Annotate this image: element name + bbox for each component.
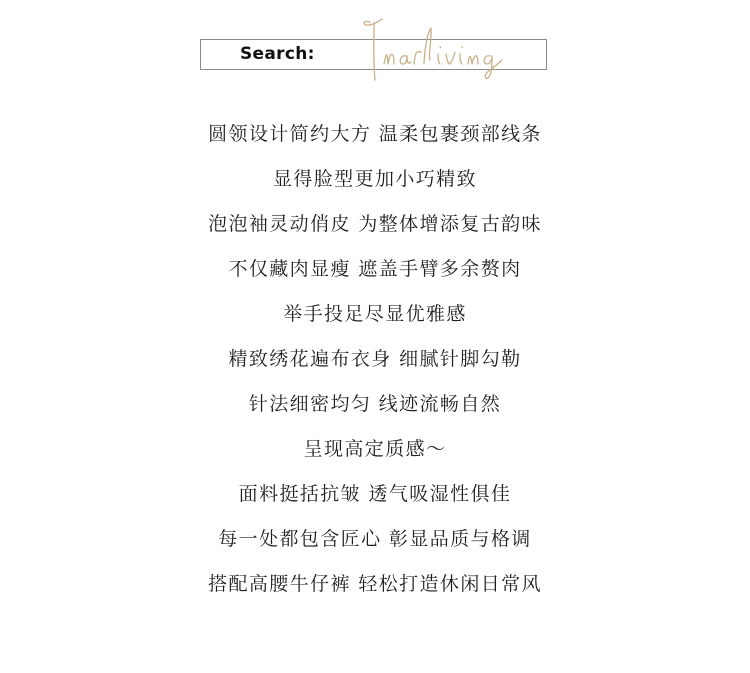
description-line: 显得脸型更加小巧精致 [272,168,477,190]
product-description [0,119,750,614]
description-line: 面料挺括抗皱 透气吸湿性俱佳 [238,483,512,505]
description-line: 呈现高定质感～ [303,438,447,460]
description-line: 圆领设计简约大方 温柔包裹颈部线条 [208,123,542,145]
description-line: 针法细密均匀 线迹流畅自然 [248,393,502,415]
description-line: 泡泡袖灵动俏皮 为整体增添复古韵味 [208,213,542,235]
description-line: 搭配高腰牛仔裤 轻松打造休闲日常风 [208,573,542,595]
description-line: 精致绣花遍布衣身 细腻针脚勾勒 [228,348,522,370]
search-label: Search: [240,44,315,64]
description-line: 不仅藏肉显瘦 遮盖手臂多余赘肉 [228,258,522,280]
description-line: 每一处都包含匠心 彰显品质与格调 [218,528,532,550]
script-search-value [358,14,518,84]
description-line: 举手投足尽显优雅感 [283,303,467,325]
